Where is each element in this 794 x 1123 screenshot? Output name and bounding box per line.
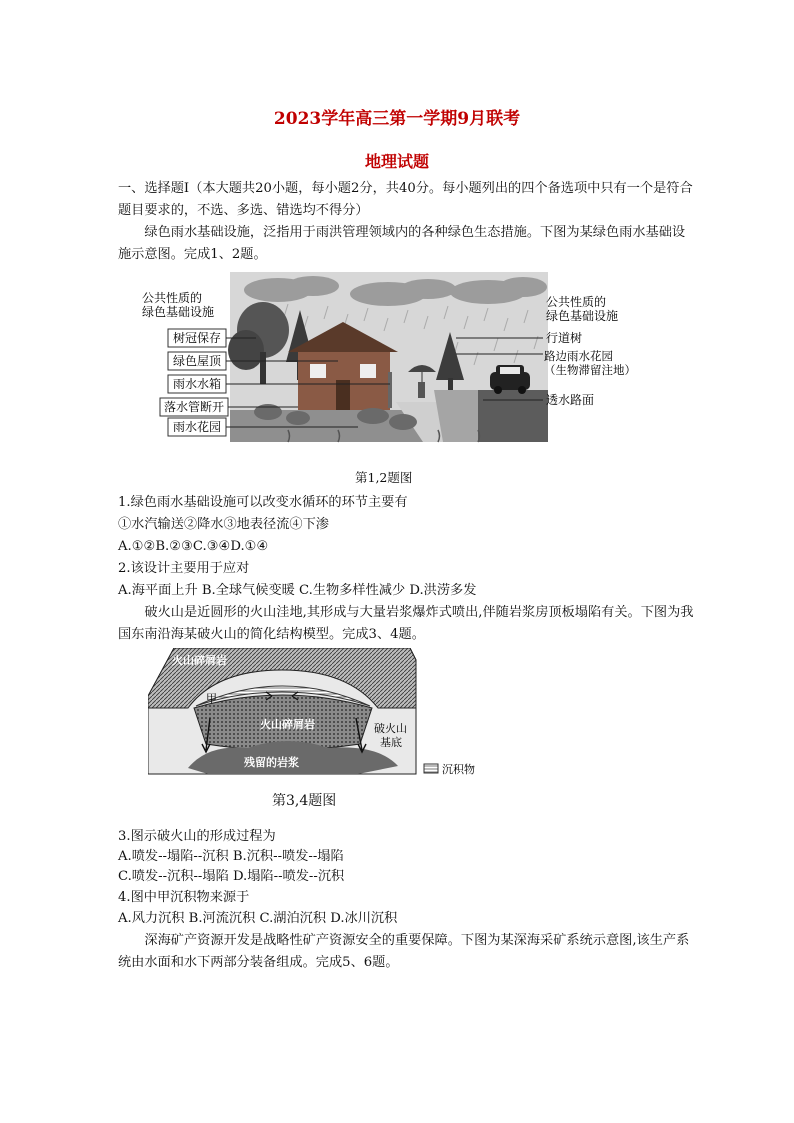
q2-options: A.海平面上升 B.全球气候变暖 C.生物多样性减少 D.洪涝多发 xyxy=(118,583,477,598)
legend-sediment-label: 沉积物 xyxy=(442,763,475,776)
right-group-title: 公共性质的 绿色基础设施 xyxy=(546,295,619,323)
label-rain-barrel: 雨水水箱 xyxy=(172,377,222,391)
q1-options: A.①②B.②③C.③④D.①④ xyxy=(118,539,269,554)
q3-stem: 3.图示破火山的形成过程为 xyxy=(118,829,276,844)
label-downspout: 落水管断开 xyxy=(163,400,225,414)
label-residual-magma: 残留的岩浆 xyxy=(244,756,299,769)
q3-options-line2: C.喷发--沉积--塌陷 D.塌陷--喷发--沉积 xyxy=(118,869,345,884)
figure2-caption: 第3,4题图 xyxy=(272,793,337,809)
label-green-roof: 绿色屋顶 xyxy=(172,354,222,368)
label-mid-clastic: 火山碎屑岩 xyxy=(260,718,315,731)
passage-3: 深海矿产资源开发是战略性矿产资源安全的重要保障。下图为某深海采矿系统示意图,该生产系统由水面和水下两部分装备组成。完成5、6题。 xyxy=(118,933,690,970)
label-top-clastic: 火山碎屑岩 xyxy=(172,654,227,667)
section-heading: 一、选择题Ⅰ（本大题共20小题，每小题2分，共40分。每小题列出的四个备选项中只有一个是符合题目要求的，不选、多选、错选均不得分） xyxy=(118,181,693,218)
figure-caldera-model xyxy=(148,648,488,786)
q3-options-line1: A.喷发--塌陷--沉积 B.沉积--喷发--塌陷 xyxy=(118,849,344,864)
label-street-tree: 行道树 xyxy=(546,331,583,345)
q1-stem: 1.绿色雨水基础设施可以改变水循环的环节主要有 xyxy=(118,495,408,510)
label-rain-garden: 雨水花园 xyxy=(172,420,222,434)
legend-sediment-swatch xyxy=(424,764,438,773)
label-permeable-pavement: 透水路面 xyxy=(546,393,595,407)
permeable-road xyxy=(478,390,548,442)
q4-stem: 4.图中甲沉积物来源于 xyxy=(118,890,250,905)
subject-title: 地理试题 xyxy=(364,152,429,171)
car-icon xyxy=(490,365,530,394)
label-tree-canopy: 树冠保存 xyxy=(172,331,222,345)
passage-1: 绿色雨水基础设施，泛指用于雨洪管理领域内的各种绿色生态措施。下图为某绿色雨水基础设施示意图。完成1、2题。 xyxy=(118,225,686,262)
label-jia: 甲 xyxy=(206,692,217,705)
figure-rainwater-infrastructure xyxy=(138,272,638,460)
passage-2: 破火山是近圆形的火山洼地,其形成与大量岩浆爆炸式喷出,伴随岩浆房顶板塌陷有关。下图为我国东南沿海某破火山的简化结构模型。完成3、4题。 xyxy=(118,605,694,642)
q4-options: A.风力沉积 B.河流沉积 C.湖泊沉积 D.冰川沉积 xyxy=(118,911,398,926)
left-group-title: 公共性质的 绿色基础设施 xyxy=(142,291,215,319)
q1-items: ①水汽输送②降水③地表径流④下渗 xyxy=(118,517,329,532)
label-roadside-garden: 路边雨水花园 （生物滞留注地） xyxy=(544,349,636,377)
q2-stem: 2.该设计主要用于应对 xyxy=(118,561,250,576)
label-caldera-base: 破火山 基底 xyxy=(374,722,407,749)
exam-title: 2023学年高三第一学期9月联考 xyxy=(273,109,521,129)
figure1-caption: 第1,2题图 xyxy=(355,470,413,485)
